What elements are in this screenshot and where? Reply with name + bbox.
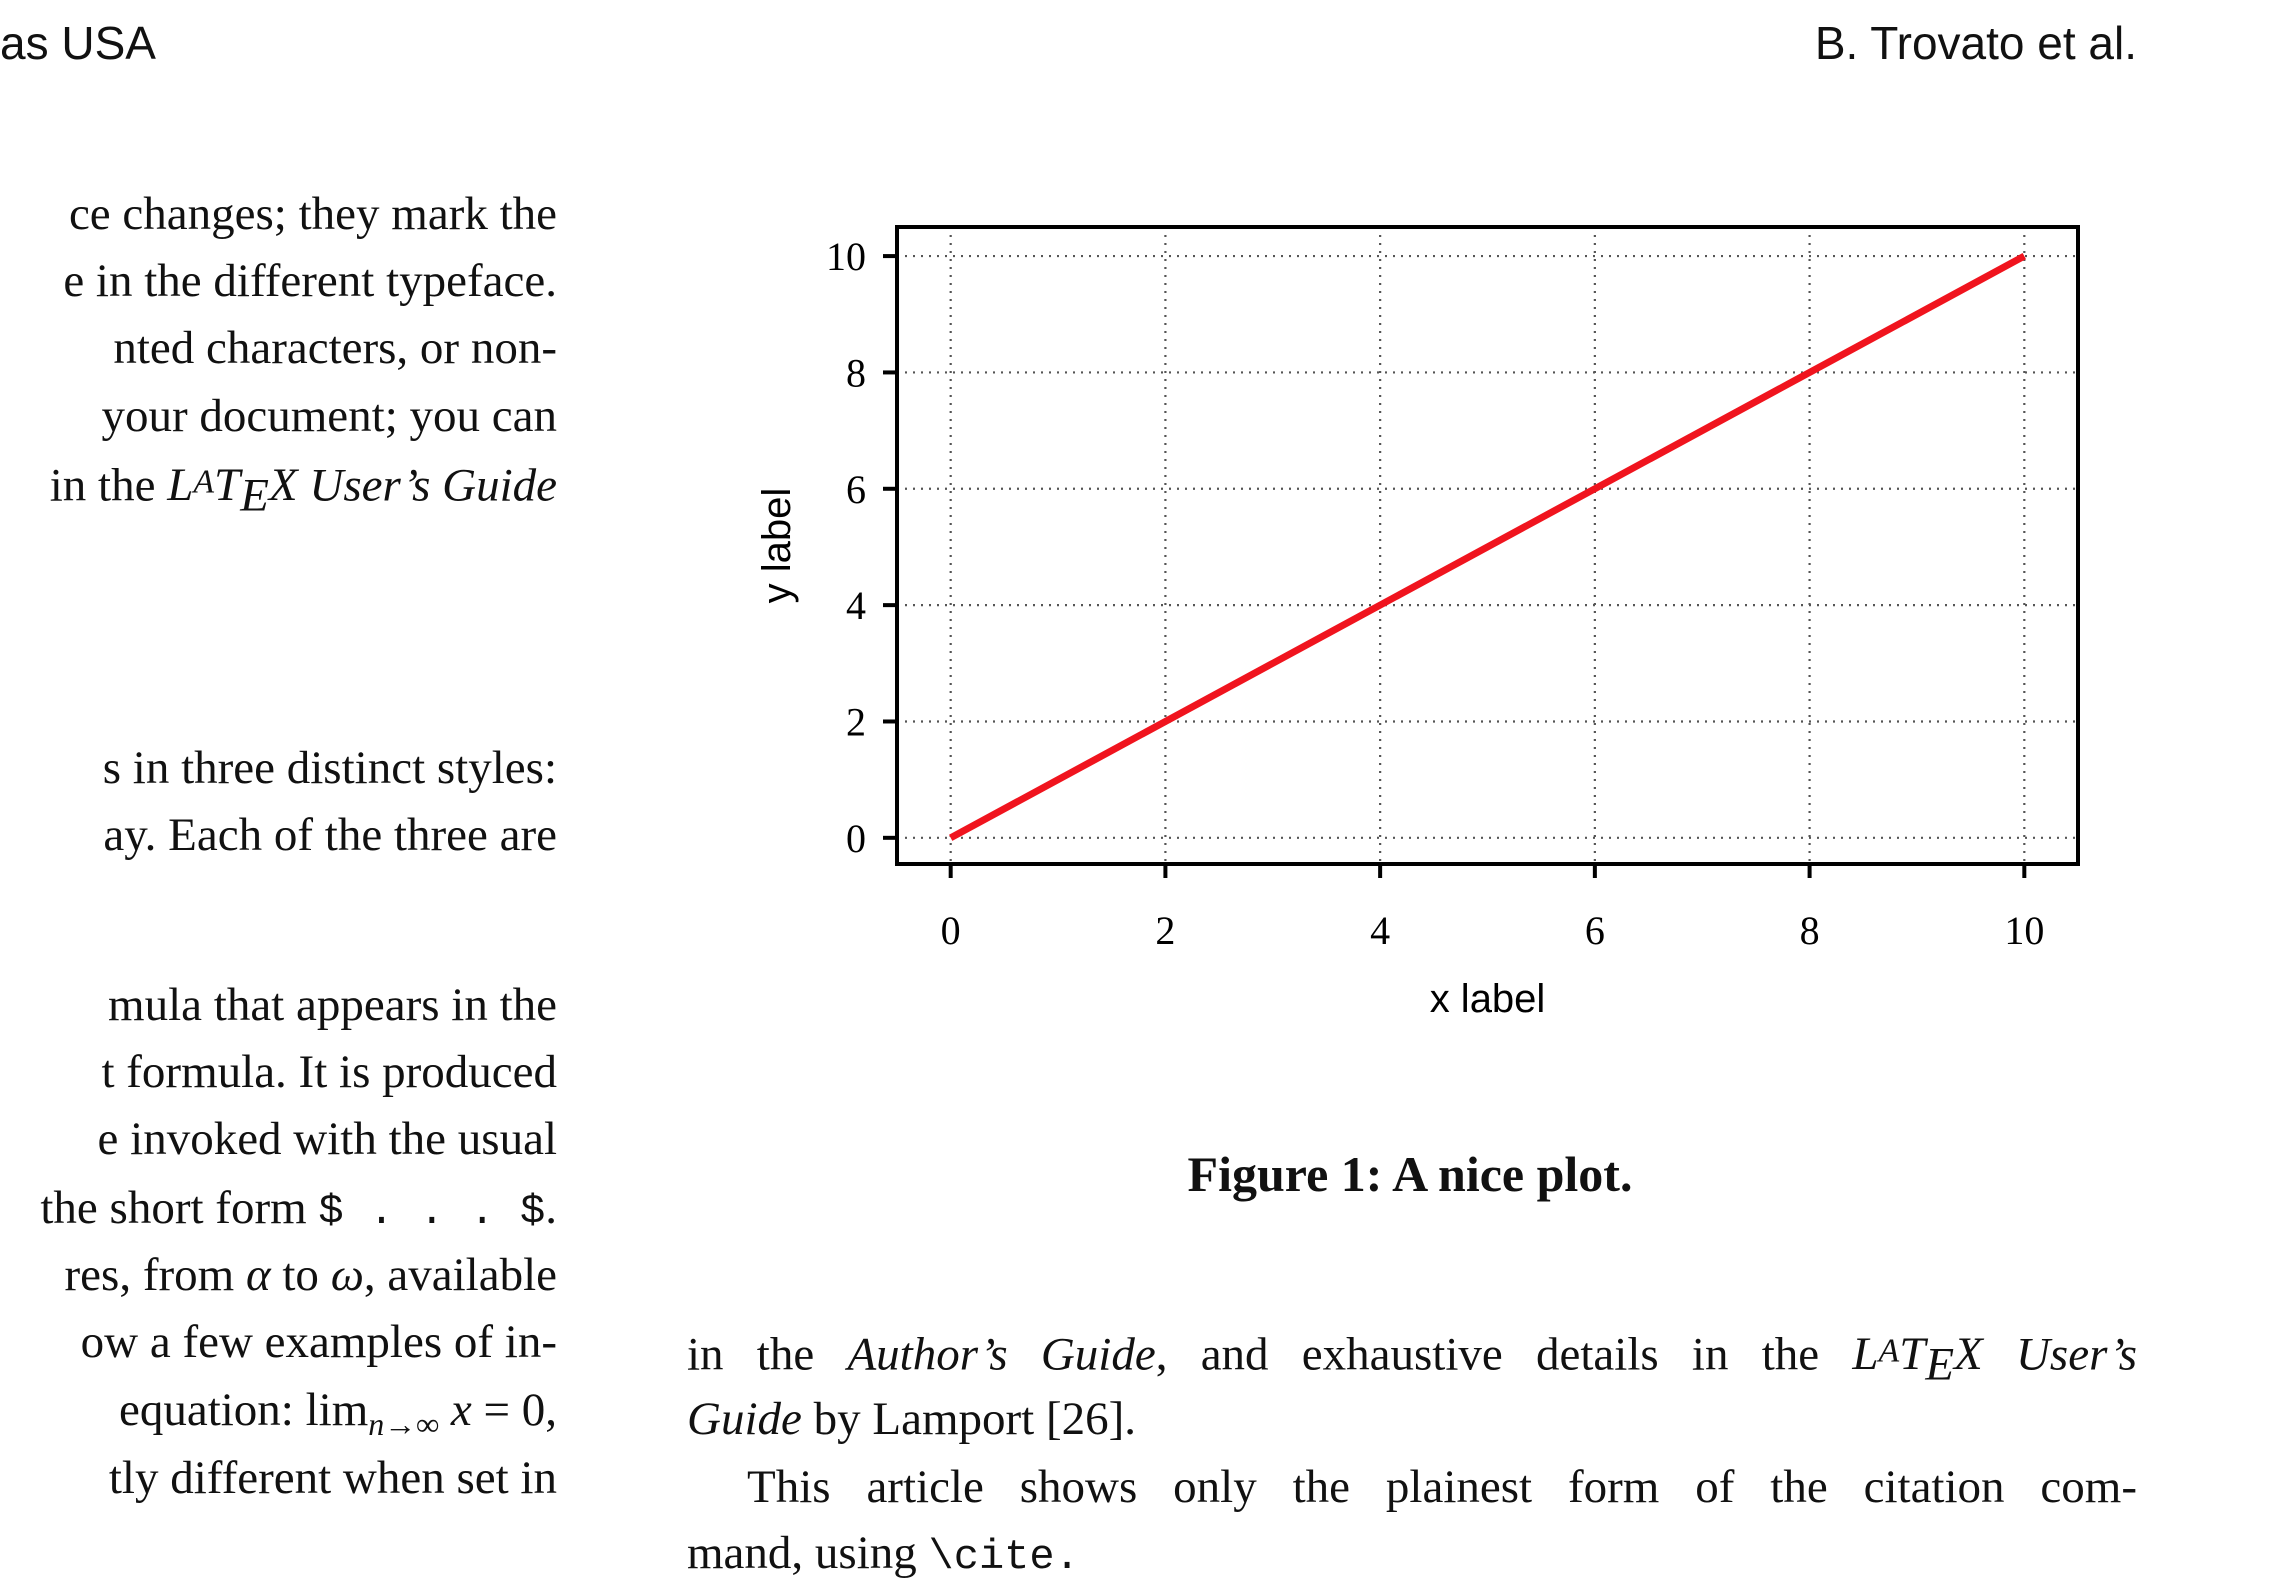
y-tick-label: 2 <box>846 699 866 745</box>
text: , available <box>363 1249 557 1301</box>
text: by Lamport [26]. <box>801 1393 1137 1445</box>
text: mand, using <box>687 1527 929 1579</box>
text: res, from <box>64 1249 246 1301</box>
text: to <box>270 1249 331 1301</box>
x-tick-label: 4 <box>1370 908 1391 953</box>
math-subscript: n→∞ <box>368 1406 440 1442</box>
x-tick-label: 2 <box>1155 908 1176 953</box>
figure-caption: Figure 1: A nice plot. <box>1187 1146 1633 1202</box>
text-line: ow a few examples of in- <box>80 1316 557 1368</box>
x-tick-label: 10 <box>2004 908 2045 953</box>
text-line: t formula. It is produced <box>101 1046 557 1098</box>
text: User’s <box>1982 1328 2138 1381</box>
text: in the <box>687 1328 848 1381</box>
math-alpha: α <box>245 1249 271 1301</box>
y-axis-label: y label <box>755 487 799 604</box>
x-tick-label: 6 <box>1584 908 1605 953</box>
inline-code: \cite. <box>928 1533 1080 1581</box>
running-header-right: B. Trovato et al. <box>1814 17 2137 69</box>
text-line: This article shows only the plainest form of the citation com- <box>747 1461 2137 1513</box>
text-line: e invoked with the usual <box>97 1113 557 1165</box>
text-line: nted characters, or non- <box>113 322 557 374</box>
text-line: mula that appears in the <box>108 979 557 1031</box>
x-tick-label: 0 <box>940 908 961 953</box>
text-line <box>687 1523 2137 1587</box>
series-line <box>951 256 2025 838</box>
text: Author’s Guide <box>847 1328 1156 1381</box>
text: in the <box>49 459 168 512</box>
text: = 0, <box>471 1384 557 1436</box>
text: , and exhaustive details in the <box>1155 1328 1853 1381</box>
text-line: your document; you can <box>101 390 557 442</box>
running-header-left: as USA <box>0 17 156 69</box>
text-line: e in the different typeface. <box>63 255 557 307</box>
text-line <box>687 1389 2137 1449</box>
text: the short form <box>40 1182 319 1234</box>
latex-logo: LATEX <box>167 459 298 522</box>
y-tick-label: 10 <box>826 234 866 280</box>
y-tick-label: 6 <box>846 466 866 512</box>
math-omega: ω <box>330 1249 364 1301</box>
math-var: x <box>450 1384 472 1436</box>
text: User’s Guide <box>297 459 557 512</box>
y-tick-label: 8 <box>846 350 866 396</box>
y-tick-label: 0 <box>846 815 866 861</box>
text-line <box>687 1322 2137 1395</box>
text-line: s in three distinct styles: <box>102 742 557 794</box>
inline-code: $ . . . $ <box>318 1188 546 1236</box>
text-line: ce changes; they mark the <box>68 188 557 240</box>
text: . <box>545 1182 557 1234</box>
x-tick-label: 8 <box>1799 908 1820 953</box>
latex-logo: LATEX <box>1852 1328 1983 1391</box>
text: equation: lim <box>118 1384 369 1436</box>
text: Guide <box>687 1393 802 1445</box>
x-axis-label: x label <box>1429 977 1546 1021</box>
text-line: tly different when set in <box>108 1452 557 1504</box>
text-line: ay. Each of the three are <box>103 809 557 861</box>
y-tick-label: 4 <box>846 583 866 629</box>
